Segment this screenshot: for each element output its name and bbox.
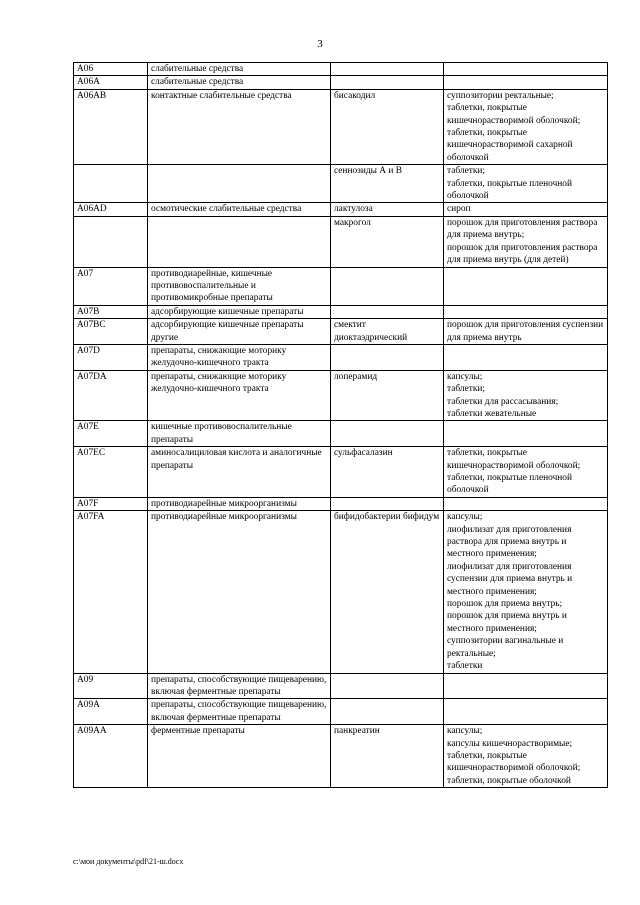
pharmacological-group-cell: препараты, снижающие моторику желудочно-кишечного тракта <box>148 370 331 421</box>
table-row <box>74 497 608 510</box>
table-row <box>74 447 608 498</box>
pharmacological-group-cell: слабительные средства <box>148 63 331 76</box>
table-row <box>74 165 608 203</box>
drug-name-cell: сульфасалазин <box>331 447 444 498</box>
footer-file-path: c:\мои документы\pdf\21-ш.docx <box>73 857 184 866</box>
dosage-form-cell <box>444 344 608 370</box>
atc-code-cell: A09AA <box>74 725 148 788</box>
drug-name-cell: смектит диоктаэдрический <box>331 319 444 345</box>
drug-classification-table <box>73 62 608 788</box>
table-row <box>74 699 608 725</box>
atc-code-cell: A07D <box>74 344 148 370</box>
pharmacological-group-cell <box>148 216 331 267</box>
table-row <box>74 203 608 216</box>
page-number: 3 <box>317 38 323 50</box>
table-row <box>74 725 608 788</box>
atc-code-cell <box>74 165 148 203</box>
table-row <box>74 89 608 164</box>
drug-name-cell <box>331 305 444 318</box>
drug-name-cell: бисакодил <box>331 89 444 164</box>
table-row <box>74 421 608 447</box>
drug-name-cell <box>331 497 444 510</box>
atc-code-cell: A07B <box>74 305 148 318</box>
table-row <box>74 63 608 76</box>
pharmacological-group-cell: ферментные препараты <box>148 725 331 788</box>
dosage-form-cell: капсулы; таблетки; таблетки для рассасывания; таблетки жевательные <box>444 370 608 421</box>
atc-code-cell <box>74 216 148 267</box>
dosage-form-cell: таблетки; таблетки, покрытые пленочной оболочкой <box>444 165 608 203</box>
dosage-form-cell: таблетки, покрытые кишечнорастворимой оболочкой; таблетки, покрытые пленочной оболочкой <box>444 447 608 498</box>
table-row <box>74 267 608 305</box>
drug-name-cell: макрогол <box>331 216 444 267</box>
pharmacological-group-cell <box>148 165 331 203</box>
dosage-form-cell: сироп <box>444 203 608 216</box>
dosage-form-cell <box>444 76 608 89</box>
drug-name-cell: бифидобактерии бифидум <box>331 511 444 673</box>
dosage-form-cell <box>444 421 608 447</box>
dosage-form-cell: капсулы; лиофилизат для приготовления раствора для приема внутрь и местного применения; лиофилизат для приготовления суспензии для приема внутрь и местного применения; порошок для приема внутрь; порошок для приема внутрь и местного применения; суппозитории вагинальные и ректальные; таблетки <box>444 511 608 673</box>
dosage-form-cell: порошок для приготовления суспензии для приема внутрь <box>444 319 608 345</box>
drug-name-cell <box>331 699 444 725</box>
atc-code-cell: A07FA <box>74 511 148 673</box>
atc-code-cell: A06AB <box>74 89 148 164</box>
atc-code-cell: A09 <box>74 673 148 699</box>
drug-name-cell: панкреатин <box>331 725 444 788</box>
table-row <box>74 76 608 89</box>
table-row <box>74 370 608 421</box>
atc-code-cell: A07EC <box>74 447 148 498</box>
table-row <box>74 319 608 345</box>
table-row <box>74 216 608 267</box>
pharmacological-group-cell: осмотические слабительные средства <box>148 203 331 216</box>
table-row <box>74 305 608 318</box>
drug-name-cell <box>331 267 444 305</box>
dosage-form-cell <box>444 267 608 305</box>
pharmacological-group-cell: адсорбирующие кишечные препараты другие <box>148 319 331 345</box>
atc-code-cell: A07DA <box>74 370 148 421</box>
atc-code-cell: A07 <box>74 267 148 305</box>
table-row <box>74 673 608 699</box>
pharmacological-group-cell: кишечные противовоспалительные препараты <box>148 421 331 447</box>
atc-code-cell: A07F <box>74 497 148 510</box>
atc-code-cell: A06A <box>74 76 148 89</box>
pharmacological-group-cell: противодиарейные, кишечные противовоспалительные и противомикробные препараты <box>148 267 331 305</box>
dosage-form-cell <box>444 699 608 725</box>
pharmacological-group-cell: адсорбирующие кишечные препараты <box>148 305 331 318</box>
dosage-form-cell: капсулы; капсулы кишечнорастворимые; таблетки, покрытые кишечнорастворимой оболочкой; таблетки, покрытые оболочкой <box>444 725 608 788</box>
atc-code-cell: A07E <box>74 421 148 447</box>
dosage-form-cell: суппозитории ректальные; таблетки, покрытые кишечнорастворимой оболочкой; таблетки, покрытые кишечнорастворимой сахарной оболочкой <box>444 89 608 164</box>
drug-name-cell <box>331 63 444 76</box>
table-row <box>74 344 608 370</box>
atc-code-cell: A06 <box>74 63 148 76</box>
dosage-form-cell <box>444 673 608 699</box>
atc-code-cell: A07BC <box>74 319 148 345</box>
pharmacological-group-cell: аминосалициловая кислота и аналогичные препараты <box>148 447 331 498</box>
drug-name-cell: лактулоза <box>331 203 444 216</box>
pharmacological-group-cell: контактные слабительные средства <box>148 89 331 164</box>
dosage-form-cell <box>444 497 608 510</box>
pharmacological-group-cell: препараты, снижающие моторику желудочно-кишечного тракта <box>148 344 331 370</box>
pharmacological-group-cell: слабительные средства <box>148 76 331 89</box>
atc-code-cell: A06AD <box>74 203 148 216</box>
dosage-form-cell: порошок для приготовления раствора для приема внутрь; порошок для приготовления раствора для приема внутрь (для детей) <box>444 216 608 267</box>
pharmacological-group-cell: противодиарейные микроорганизмы <box>148 497 331 510</box>
pharmacological-group-cell: препараты, способствующие пищеварению, включая ферментные препараты <box>148 699 331 725</box>
dosage-form-cell <box>444 63 608 76</box>
drug-name-cell: сеннозиды А и В <box>331 165 444 203</box>
pharmacological-group-cell: препараты, способствующие пищеварению, включая ферментные препараты <box>148 673 331 699</box>
dosage-form-cell <box>444 305 608 318</box>
drug-name-cell: лоперамид <box>331 370 444 421</box>
drug-name-cell <box>331 344 444 370</box>
table-row <box>74 511 608 673</box>
drug-name-cell <box>331 76 444 89</box>
drug-name-cell <box>331 421 444 447</box>
atc-code-cell: A09A <box>74 699 148 725</box>
drug-name-cell <box>331 673 444 699</box>
pharmacological-group-cell: противодиарейные микроорганизмы <box>148 511 331 673</box>
